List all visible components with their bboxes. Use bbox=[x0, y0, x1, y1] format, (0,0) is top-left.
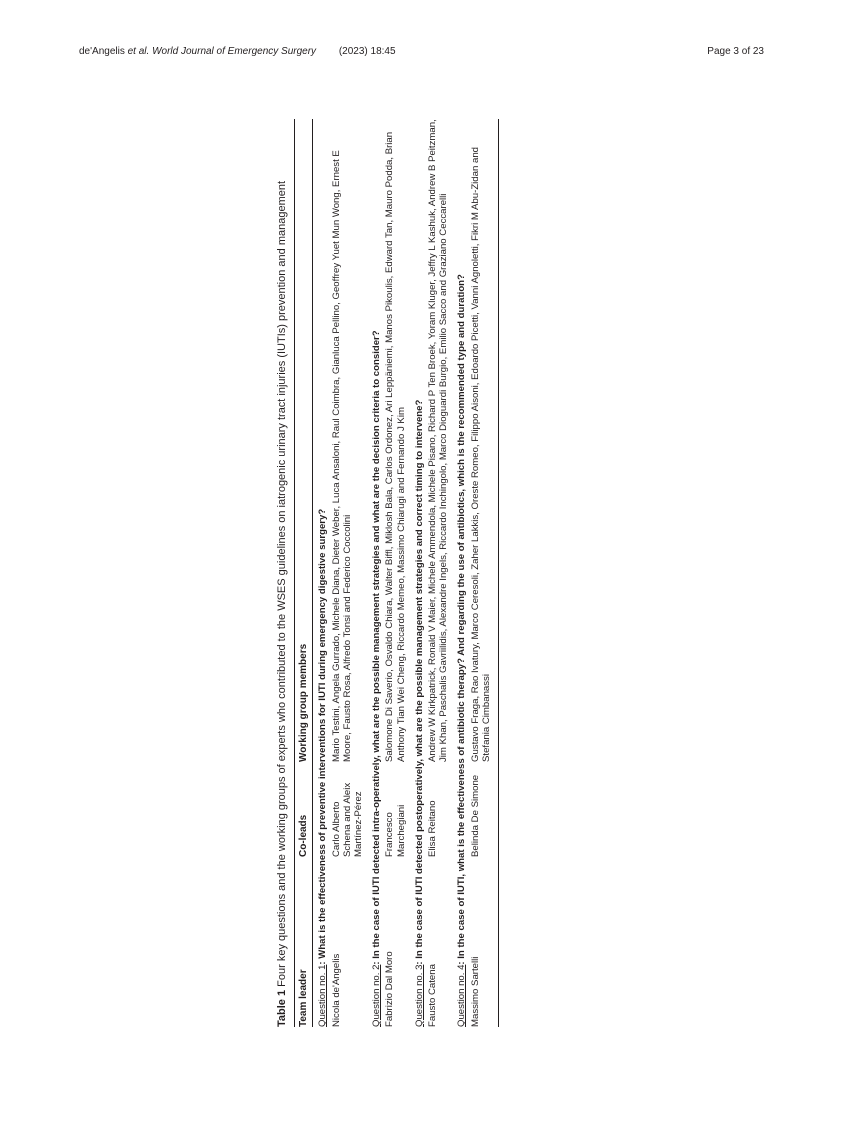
question-text: : In the case of IUTI detected postoperatively, what are the possible management strategies and correct timing to intervene? bbox=[413, 399, 425, 965]
question-number: Question no. 3 bbox=[413, 964, 425, 1027]
question-text: : What is the effectiveness of preventive interventions for IUTI during emergency digestive surgery? bbox=[317, 508, 329, 965]
question-text: : In the case of IUTI, what is the effectiveness of antibiotic therapy? And regarding the use of antibiotics, which is the recommended type and duration? bbox=[456, 274, 468, 965]
experts-table bbox=[294, 119, 499, 1027]
table-row bbox=[330, 119, 368, 1027]
question-row bbox=[367, 119, 383, 1027]
table-header-row bbox=[295, 119, 313, 1027]
question-text: : In the case of IUTI detected intra-operatively, what are the possible management strategies and what are the decision criteria to consider? bbox=[371, 330, 383, 965]
header-team-leader: Team leader bbox=[295, 857, 313, 1027]
journal-etal: et al. bbox=[127, 46, 150, 57]
journal-year: (2023) 18:45 bbox=[338, 46, 396, 57]
question-row bbox=[410, 119, 426, 1027]
table-row bbox=[469, 119, 499, 1027]
team-leader-cell: Nicola de'Angelis bbox=[330, 953, 342, 1027]
question-number: Question no. 1 bbox=[317, 964, 329, 1027]
co-leads-cell: Belinda De Simone bbox=[469, 762, 499, 857]
co-leads-cell: Francesco Marchegiani bbox=[384, 804, 407, 857]
rotated-table-block bbox=[277, 119, 567, 1027]
table-row bbox=[426, 119, 452, 1027]
co-leads-cell: Carlo Alberto Schena and Aleix Martínez-Pérez bbox=[330, 782, 365, 857]
question-number: Question no. 4 bbox=[456, 964, 468, 1027]
team-leader-cell: Fausto Catena bbox=[427, 964, 439, 1027]
team-leader-cell: Massimo Sartelli bbox=[469, 857, 499, 1027]
members-cell: Andrew W Kirkpatrick, Ronald V Maier, Michele Ammendola, Michele Pisano, Richard P Ten Broek, Yoram Kluger, Jeffry L Kashuk, Andrew B Peitzman, Jim Khan, Paschalis Gavriilidis, Alexandre Ingels, Riccardo Inchingolo, Marco Dioguardi Burgio, Emilio Sacco and Graziano Ceccarelli bbox=[427, 119, 450, 762]
page-number: Page 3 of 23 bbox=[707, 46, 764, 57]
table-caption-text: Four key questions and the working groups of experts who contributed to the WSES guidelines on iatrogenic urinary tract injuries (IUTIs) prevention and management bbox=[276, 180, 288, 987]
table-caption-label: Table 1 bbox=[276, 989, 288, 1027]
question-row bbox=[452, 119, 468, 1027]
question-number: Question no. 2 bbox=[371, 964, 383, 1027]
running-head-left bbox=[79, 46, 396, 57]
table-row bbox=[383, 119, 409, 1027]
team-leader-cell: Fabrizio Dal Moro bbox=[384, 951, 396, 1027]
members-cell: Mario Testini, Angela Gurrado, Michele Diana, Dieter Weber, Luca Ansaloni, Raul Coimbra, Gianluca Pellino, Geoffrey Yuet Mun Wong, Ernest E Moore, Fausto Rosa, Alfredo Tonsi and Federico Coccolini bbox=[330, 150, 353, 762]
question-row bbox=[313, 119, 330, 1027]
header-working-group: Working group members bbox=[295, 119, 313, 762]
co-leads-cell: Elisa Reitano bbox=[427, 800, 439, 857]
header-co-leads: Co-leads bbox=[295, 762, 313, 857]
members-cell: Gustavo Fraga, Rao Ivatury, Marco Ceresoli, Zaher Lakkis, Oreste Romeo, Filippo Aisoni, Edoardo Picetti, Vanni Agnoletti, Fikri M Abu-Zidan and Stefania Cimbanassi bbox=[469, 119, 499, 762]
journal-authors: de'Angelis bbox=[79, 46, 125, 57]
members-cell: Salomone Di Saverio, Osvaldo Chiara, Walter Biffl, Miklosh Bala, Carlos Ordonez, Ari Leppäniemi, Manos Pikoulis, Edward Tan, Mauro Podda, Brian Anthony Tian Wei Cheng, Riccardo Memeo, Massimo Chiarugi and Fernando J Kim bbox=[384, 131, 407, 762]
table-caption bbox=[277, 119, 288, 1027]
journal-name: World Journal of Emergency Surgery bbox=[152, 46, 317, 57]
